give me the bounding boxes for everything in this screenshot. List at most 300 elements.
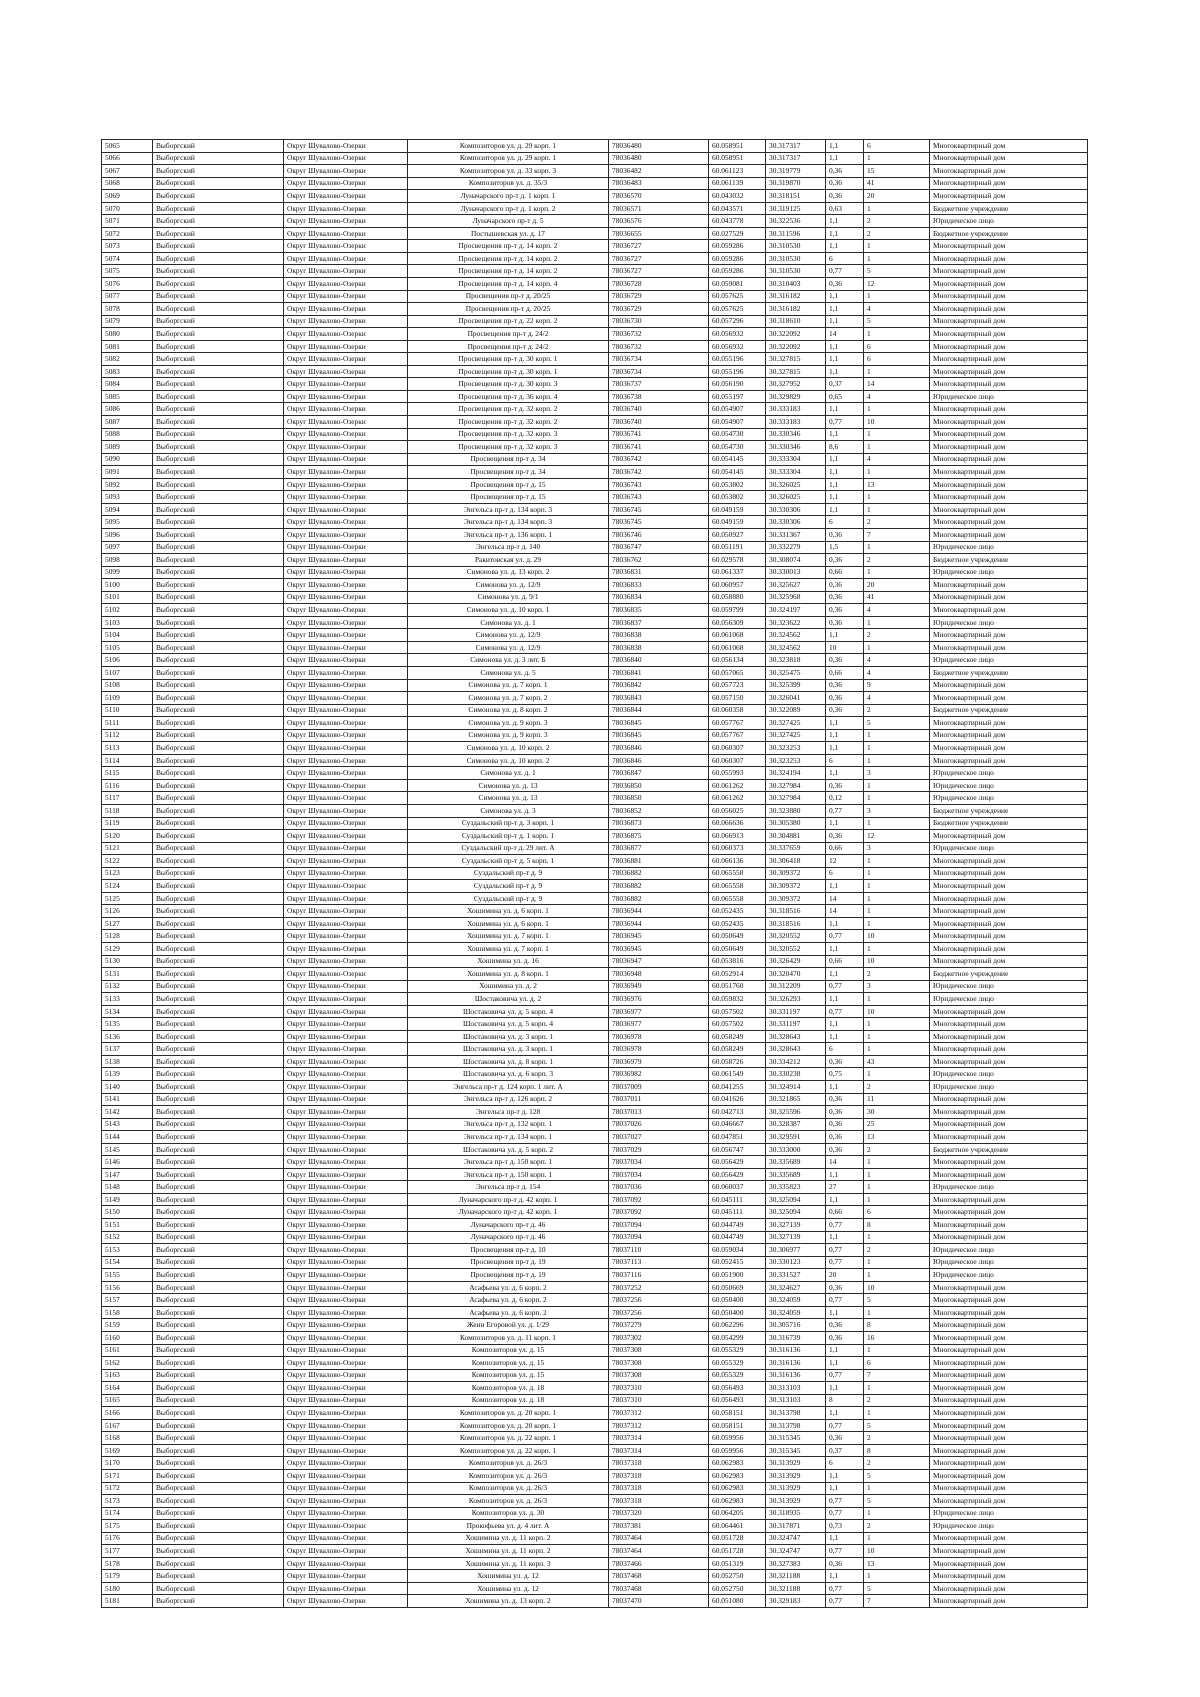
row-number: 5131 <box>102 968 153 981</box>
address-cell: Композиторов ул. д. 30 <box>408 1507 609 1520</box>
object-type-cell: Многоквартирный дом <box>930 1469 1088 1482</box>
count-cell: 1 <box>864 428 930 441</box>
row-number: 5150 <box>102 1206 153 1219</box>
address-cell: Хошимина ул. д. 2 <box>408 980 609 993</box>
area-cell: 0,36 <box>826 1118 864 1131</box>
object-type-cell: Многоквартирный дом <box>930 579 1088 592</box>
area-cell: 0,36 <box>826 604 864 617</box>
code-cell: 78037464 <box>609 1545 709 1558</box>
area-cell: 0,77 <box>826 1419 864 1432</box>
row-number: 5079 <box>102 315 153 328</box>
address-cell: Хошимина ул. д. 6 корп. 1 <box>408 917 609 930</box>
district-cell: Выборгский <box>153 1532 284 1545</box>
district-cell: Выборгский <box>153 1382 284 1395</box>
district-cell: Выборгский <box>153 165 284 178</box>
district-cell: Выборгский <box>153 566 284 579</box>
count-cell: 2 <box>864 1432 930 1445</box>
count-cell: 7 <box>864 1369 930 1382</box>
address-cell: Композиторов ул. д. 26/3 <box>408 1469 609 1482</box>
address-cell: Просвещения пр-т д. 10 <box>408 1244 609 1257</box>
code-cell: 78037468 <box>609 1582 709 1595</box>
longitude-cell: 30.329829 <box>766 390 826 403</box>
longitude-cell: 30.324627 <box>766 1281 826 1294</box>
longitude-cell: 30.310403 <box>766 278 826 291</box>
district-cell: Выборгский <box>153 1595 284 1608</box>
area-cell: 1,5 <box>826 541 864 554</box>
code-cell: 78036729 <box>609 303 709 316</box>
address-cell: Композиторов ул. д. 18 <box>408 1394 609 1407</box>
count-cell: 1 <box>864 252 930 265</box>
district-cell: Выборгский <box>153 1244 284 1257</box>
longitude-cell: 30.326025 <box>766 491 826 504</box>
row-number: 5067 <box>102 165 153 178</box>
code-cell: 78036483 <box>609 177 709 190</box>
latitude-cell: 60.055329 <box>709 1344 766 1357</box>
object-type-cell: Бюджетное учреждение <box>930 202 1088 215</box>
address-cell: Хошимина ул. д. 13 корп. 2 <box>408 1595 609 1608</box>
code-cell: 78036571 <box>609 202 709 215</box>
district-cell: Выборгский <box>153 792 284 805</box>
object-type-cell: Юридическое лицо <box>930 390 1088 403</box>
area-cell: 1,1 <box>826 152 864 165</box>
row-number: 5089 <box>102 441 153 454</box>
code-cell: 78036727 <box>609 265 709 278</box>
area-cell: 0,36 <box>826 278 864 291</box>
municipality-cell: Округ Шувалово-Озерки <box>284 1432 408 1445</box>
longitude-cell: 30.324197 <box>766 604 826 617</box>
latitude-cell: 60.059081 <box>709 278 766 291</box>
object-type-cell: Многоквартирный дом <box>930 1319 1088 1332</box>
object-type-cell: Юридическое лицо <box>930 842 1088 855</box>
object-type-cell: Многоквартирный дом <box>930 917 1088 930</box>
municipality-cell: Округ Шувалово-Озерки <box>284 1306 408 1319</box>
count-cell: 10 <box>864 955 930 968</box>
code-cell: 78036742 <box>609 453 709 466</box>
row-number: 5135 <box>102 1018 153 1031</box>
object-type-cell: Многоквартирный дом <box>930 943 1088 956</box>
code-cell: 78036762 <box>609 554 709 567</box>
district-cell: Выборгский <box>153 629 284 642</box>
code-cell: 78036734 <box>609 353 709 366</box>
municipality-cell: Округ Шувалово-Озерки <box>284 905 408 918</box>
object-type-cell: Многоквартирный дом <box>930 466 1088 479</box>
latitude-cell: 60.060957 <box>709 579 766 592</box>
latitude-cell: 60.065558 <box>709 880 766 893</box>
count-cell: 14 <box>864 378 930 391</box>
latitude-cell: 60.055197 <box>709 390 766 403</box>
municipality-cell: Округ Шувалово-Озерки <box>284 842 408 855</box>
registry-sheet <box>101 139 1087 1608</box>
code-cell: 78036846 <box>609 754 709 767</box>
table-row <box>102 1093 1088 1106</box>
longitude-cell: 30.327425 <box>766 729 826 742</box>
object-type-cell: Многоквартирный дом <box>930 717 1088 730</box>
table-row <box>102 478 1088 491</box>
table-row <box>102 541 1088 554</box>
longitude-cell: 30.318516 <box>766 917 826 930</box>
code-cell: 78036833 <box>609 579 709 592</box>
district-cell: Выборгский <box>153 892 284 905</box>
code-cell: 78036845 <box>609 717 709 730</box>
municipality-cell: Округ Шувалово-Озерки <box>284 1030 408 1043</box>
row-number: 5157 <box>102 1294 153 1307</box>
row-number: 5081 <box>102 340 153 353</box>
municipality-cell: Округ Шувалово-Озерки <box>284 165 408 178</box>
address-cell: Энгельса пр-т д. 134 корп. 1 <box>408 1131 609 1144</box>
code-cell: 78036727 <box>609 252 709 265</box>
row-number: 5117 <box>102 792 153 805</box>
table-row <box>102 855 1088 868</box>
address-cell: Симонова ул. д. 9/1 <box>408 591 609 604</box>
table-row <box>102 303 1088 316</box>
district-cell: Выборгский <box>153 378 284 391</box>
address-cell: Шостаковича ул. д. 6 корп. 3 <box>408 1068 609 1081</box>
municipality-cell: Округ Шувалово-Озерки <box>284 353 408 366</box>
longitude-cell: 30.319125 <box>766 202 826 215</box>
latitude-cell: 60.053802 <box>709 491 766 504</box>
municipality-cell: Округ Шувалово-Озерки <box>284 867 408 880</box>
table-row <box>102 842 1088 855</box>
count-cell: 5 <box>864 1294 930 1307</box>
latitude-cell: 60.029578 <box>709 554 766 567</box>
district-cell: Выборгский <box>153 917 284 930</box>
longitude-cell: 30.313103 <box>766 1382 826 1395</box>
object-type-cell: Многоквартирный дом <box>930 1030 1088 1043</box>
row-number: 5179 <box>102 1570 153 1583</box>
row-number: 5133 <box>102 993 153 1006</box>
latitude-cell: 60.057502 <box>709 1018 766 1031</box>
code-cell: 78036732 <box>609 340 709 353</box>
municipality-cell: Округ Шувалово-Озерки <box>284 1081 408 1094</box>
municipality-cell: Округ Шувалово-Озерки <box>284 1344 408 1357</box>
table-row <box>102 215 1088 228</box>
table-row <box>102 993 1088 1006</box>
district-cell: Выборгский <box>153 328 284 341</box>
code-cell: 78036877 <box>609 842 709 855</box>
longitude-cell: 30.326041 <box>766 692 826 705</box>
area-cell: 8 <box>826 1394 864 1407</box>
longitude-cell: 30.324914 <box>766 1081 826 1094</box>
municipality-cell: Округ Шувалово-Озерки <box>284 692 408 705</box>
code-cell: 78037279 <box>609 1319 709 1332</box>
row-number: 5168 <box>102 1432 153 1445</box>
row-number: 5112 <box>102 729 153 742</box>
address-cell: Композиторов ул. д. 15 <box>408 1344 609 1357</box>
latitude-cell: 60.050400 <box>709 1294 766 1307</box>
latitude-cell: 60.058951 <box>709 140 766 153</box>
object-type-cell: Юридическое лицо <box>930 1181 1088 1194</box>
district-cell: Выборгский <box>153 265 284 278</box>
table-row <box>102 704 1088 717</box>
row-number: 5165 <box>102 1394 153 1407</box>
count-cell: 5 <box>864 1419 930 1432</box>
address-cell: Хошимина ул. д. 7 корп. 1 <box>408 943 609 956</box>
object-type-cell: Многоквартирный дом <box>930 252 1088 265</box>
latitude-cell: 60.066636 <box>709 817 766 830</box>
address-cell: Луначарского пр-т д. 42 корп. 1 <box>408 1193 609 1206</box>
area-cell: 1,1 <box>826 817 864 830</box>
longitude-cell: 30.322536 <box>766 215 826 228</box>
table-row <box>102 177 1088 190</box>
district-cell: Выборгский <box>153 1030 284 1043</box>
address-cell: Хошимина ул. д. 11 корп. 3 <box>408 1557 609 1570</box>
object-type-cell: Юридическое лицо <box>930 1244 1088 1257</box>
municipality-cell: Округ Шувалово-Озерки <box>284 1545 408 1558</box>
count-cell: 4 <box>864 692 930 705</box>
municipality-cell: Округ Шувалово-Озерки <box>284 1093 408 1106</box>
code-cell: 78036737 <box>609 378 709 391</box>
latitude-cell: 60.059286 <box>709 240 766 253</box>
area-cell: 1,1 <box>826 215 864 228</box>
count-cell: 2 <box>864 629 930 642</box>
object-type-cell: Многоквартирный дом <box>930 1018 1088 1031</box>
area-cell: 0,66 <box>826 842 864 855</box>
latitude-cell: 60.059956 <box>709 1432 766 1445</box>
latitude-cell: 60.059799 <box>709 604 766 617</box>
longitude-cell: 30.324747 <box>766 1532 826 1545</box>
latitude-cell: 60.055993 <box>709 767 766 780</box>
row-number: 5170 <box>102 1457 153 1470</box>
address-cell: Симонова ул. д. 13 корп. 2 <box>408 566 609 579</box>
count-cell: 7 <box>864 528 930 541</box>
latitude-cell: 60.058249 <box>709 1030 766 1043</box>
row-number: 5153 <box>102 1244 153 1257</box>
table-row <box>102 1469 1088 1482</box>
count-cell: 5 <box>864 1469 930 1482</box>
object-type-cell: Многоквартирный дом <box>930 1331 1088 1344</box>
longitude-cell: 30.324194 <box>766 767 826 780</box>
count-cell: 1 <box>864 880 930 893</box>
address-cell: Шостаковича ул. д. 8 корп. 1 <box>408 1055 609 1068</box>
code-cell: 78036482 <box>609 165 709 178</box>
object-type-cell: Многоквартирный дом <box>930 679 1088 692</box>
code-cell: 78037318 <box>609 1482 709 1495</box>
row-number: 5122 <box>102 855 153 868</box>
code-cell: 78037026 <box>609 1118 709 1131</box>
row-number: 5146 <box>102 1156 153 1169</box>
count-cell: 5 <box>864 1495 930 1508</box>
area-cell: 0,36 <box>826 679 864 692</box>
municipality-cell: Округ Шувалово-Озерки <box>284 403 408 416</box>
object-type-cell: Многоквартирный дом <box>930 177 1088 190</box>
district-cell: Выборгский <box>153 190 284 203</box>
code-cell: 78036745 <box>609 516 709 529</box>
latitude-cell: 60.066913 <box>709 830 766 843</box>
count-cell: 1 <box>864 1344 930 1357</box>
object-type-cell: Многоквартирный дом <box>930 328 1088 341</box>
count-cell: 1 <box>864 365 930 378</box>
district-cell: Выборгский <box>153 616 284 629</box>
row-number: 5175 <box>102 1520 153 1533</box>
municipality-cell: Округ Шувалово-Озерки <box>284 1269 408 1282</box>
count-cell: 4 <box>864 303 930 316</box>
area-cell: 0,77 <box>826 1256 864 1269</box>
code-cell: 78037466 <box>609 1557 709 1570</box>
district-cell: Выборгский <box>153 1545 284 1558</box>
district-cell: Выборгский <box>153 679 284 692</box>
code-cell: 78036945 <box>609 930 709 943</box>
table-row <box>102 1545 1088 1558</box>
area-cell: 0,36 <box>826 654 864 667</box>
longitude-cell: 30.324562 <box>766 629 826 642</box>
longitude-cell: 30.333183 <box>766 403 826 416</box>
latitude-cell: 60.065558 <box>709 867 766 880</box>
longitude-cell: 30.317317 <box>766 152 826 165</box>
district-cell: Выборгский <box>153 1507 284 1520</box>
area-cell: 1,1 <box>826 340 864 353</box>
object-type-cell: Юридическое лицо <box>930 215 1088 228</box>
longitude-cell: 30.327952 <box>766 378 826 391</box>
area-cell: 0,36 <box>826 830 864 843</box>
address-cell: Просвещения пр-т д. 19 <box>408 1256 609 1269</box>
code-cell: 78036831 <box>609 566 709 579</box>
code-cell: 78037092 <box>609 1206 709 1219</box>
municipality-cell: Округ Шувалово-Озерки <box>284 328 408 341</box>
longitude-cell: 30.316136 <box>766 1369 826 1382</box>
area-cell: 0,36 <box>826 1055 864 1068</box>
table-row <box>102 767 1088 780</box>
municipality-cell: Округ Шувалово-Озерки <box>284 1482 408 1495</box>
address-cell: Просвещения пр-т д. 14 корп. 2 <box>408 252 609 265</box>
code-cell: 78037320 <box>609 1507 709 1520</box>
district-cell: Выборгский <box>153 1407 284 1420</box>
code-cell: 78036979 <box>609 1055 709 1068</box>
row-number: 5163 <box>102 1369 153 1382</box>
longitude-cell: 30.331527 <box>766 1269 826 1282</box>
latitude-cell: 60.047851 <box>709 1131 766 1144</box>
row-number: 5075 <box>102 265 153 278</box>
count-cell: 2 <box>864 1081 930 1094</box>
code-cell: 78036838 <box>609 641 709 654</box>
count-cell: 6 <box>864 1357 930 1370</box>
address-cell: Суздальский пр-т д. 9 <box>408 867 609 880</box>
count-cell: 1 <box>864 1068 930 1081</box>
latitude-cell: 60.056134 <box>709 654 766 667</box>
code-cell: 78036948 <box>609 968 709 981</box>
municipality-cell: Округ Шувалово-Озерки <box>284 1281 408 1294</box>
row-number: 5127 <box>102 917 153 930</box>
row-number: 5070 <box>102 202 153 215</box>
longitude-cell: 30.318935 <box>766 1507 826 1520</box>
area-cell: 0,77 <box>826 1244 864 1257</box>
area-cell: 0,77 <box>826 1595 864 1608</box>
area-cell: 0,77 <box>826 416 864 429</box>
district-cell: Выборгский <box>153 1081 284 1094</box>
row-number: 5077 <box>102 290 153 303</box>
count-cell: 7 <box>864 1595 930 1608</box>
row-number: 5177 <box>102 1545 153 1558</box>
code-cell: 78037036 <box>609 1181 709 1194</box>
latitude-cell: 60.057723 <box>709 679 766 692</box>
area-cell: 1,1 <box>826 453 864 466</box>
district-cell: Выборгский <box>153 767 284 780</box>
longitude-cell: 30.308074 <box>766 554 826 567</box>
count-cell: 10 <box>864 1281 930 1294</box>
count-cell: 2 <box>864 704 930 717</box>
object-type-cell: Бюджетное учреждение <box>930 817 1088 830</box>
row-number: 5096 <box>102 528 153 541</box>
municipality-cell: Округ Шувалово-Озерки <box>284 629 408 642</box>
municipality-cell: Округ Шувалово-Озерки <box>284 491 408 504</box>
area-cell: 1,1 <box>826 403 864 416</box>
address-cell: Просвещения пр-т д. 32 корп. 2 <box>408 403 609 416</box>
area-cell: 0,36 <box>826 1131 864 1144</box>
municipality-cell: Округ Шувалово-Озерки <box>284 1444 408 1457</box>
count-cell: 1 <box>864 566 930 579</box>
area-cell: 0,37 <box>826 1444 864 1457</box>
count-cell: 8 <box>864 1219 930 1232</box>
row-number: 5151 <box>102 1219 153 1232</box>
municipality-cell: Округ Шувалово-Озерки <box>284 654 408 667</box>
count-cell: 1 <box>864 892 930 905</box>
municipality-cell: Округ Шувалово-Озерки <box>284 1520 408 1533</box>
code-cell: 78036944 <box>609 905 709 918</box>
count-cell: 1 <box>864 616 930 629</box>
table-row <box>102 566 1088 579</box>
code-cell: 78037312 <box>609 1407 709 1420</box>
municipality-cell: Округ Шувалово-Озерки <box>284 817 408 830</box>
latitude-cell: 60.064205 <box>709 1507 766 1520</box>
count-cell: 1 <box>864 1532 930 1545</box>
latitude-cell: 60.059034 <box>709 1244 766 1257</box>
table-row <box>102 1055 1088 1068</box>
count-cell: 1 <box>864 202 930 215</box>
code-cell: 78037034 <box>609 1156 709 1169</box>
district-cell: Выборгский <box>153 704 284 717</box>
row-number: 5098 <box>102 554 153 567</box>
latitude-cell: 60.061139 <box>709 177 766 190</box>
table-row <box>102 1118 1088 1131</box>
object-type-cell: Многоквартирный дом <box>930 1131 1088 1144</box>
municipality-cell: Округ Шувалово-Озерки <box>284 1357 408 1370</box>
table-row <box>102 830 1088 843</box>
longitude-cell: 30.310530 <box>766 240 826 253</box>
address-cell: Прокофьева ул. д. 4 лит. А <box>408 1520 609 1533</box>
latitude-cell: 60.049159 <box>709 503 766 516</box>
object-type-cell: Многоквартирный дом <box>930 1557 1088 1570</box>
count-cell: 1 <box>864 641 930 654</box>
municipality-cell: Округ Шувалово-Озерки <box>284 1106 408 1119</box>
row-number: 5125 <box>102 892 153 905</box>
object-type-cell: Многоквартирный дом <box>930 152 1088 165</box>
longitude-cell: 30.318151 <box>766 190 826 203</box>
table-row <box>102 1294 1088 1307</box>
municipality-cell: Округ Шувалово-Озерки <box>284 390 408 403</box>
count-cell: 1 <box>864 943 930 956</box>
code-cell: 78036734 <box>609 365 709 378</box>
table-row <box>102 955 1088 968</box>
row-number: 5161 <box>102 1344 153 1357</box>
row-number: 5076 <box>102 278 153 291</box>
municipality-cell: Округ Шувалово-Озерки <box>284 980 408 993</box>
municipality-cell: Округ Шувалово-Озерки <box>284 917 408 930</box>
count-cell: 2 <box>864 1520 930 1533</box>
latitude-cell: 60.050649 <box>709 930 766 943</box>
latitude-cell: 60.062296 <box>709 1319 766 1332</box>
municipality-cell: Округ Шувалово-Озерки <box>284 478 408 491</box>
object-type-cell: Многоквартирный дом <box>930 1394 1088 1407</box>
code-cell: 78037013 <box>609 1106 709 1119</box>
code-cell: 78036840 <box>609 654 709 667</box>
area-cell: 1,1 <box>826 717 864 730</box>
object-type-cell: Многоквартирный дом <box>930 1294 1088 1307</box>
area-cell: 0,77 <box>826 930 864 943</box>
latitude-cell: 60.060037 <box>709 1181 766 1194</box>
address-cell: Просвещения пр-т д. 20/25 <box>408 290 609 303</box>
object-type-cell: Многоквартирный дом <box>930 190 1088 203</box>
municipality-cell: Округ Шувалово-Озерки <box>284 779 408 792</box>
latitude-cell: 60.027529 <box>709 227 766 240</box>
